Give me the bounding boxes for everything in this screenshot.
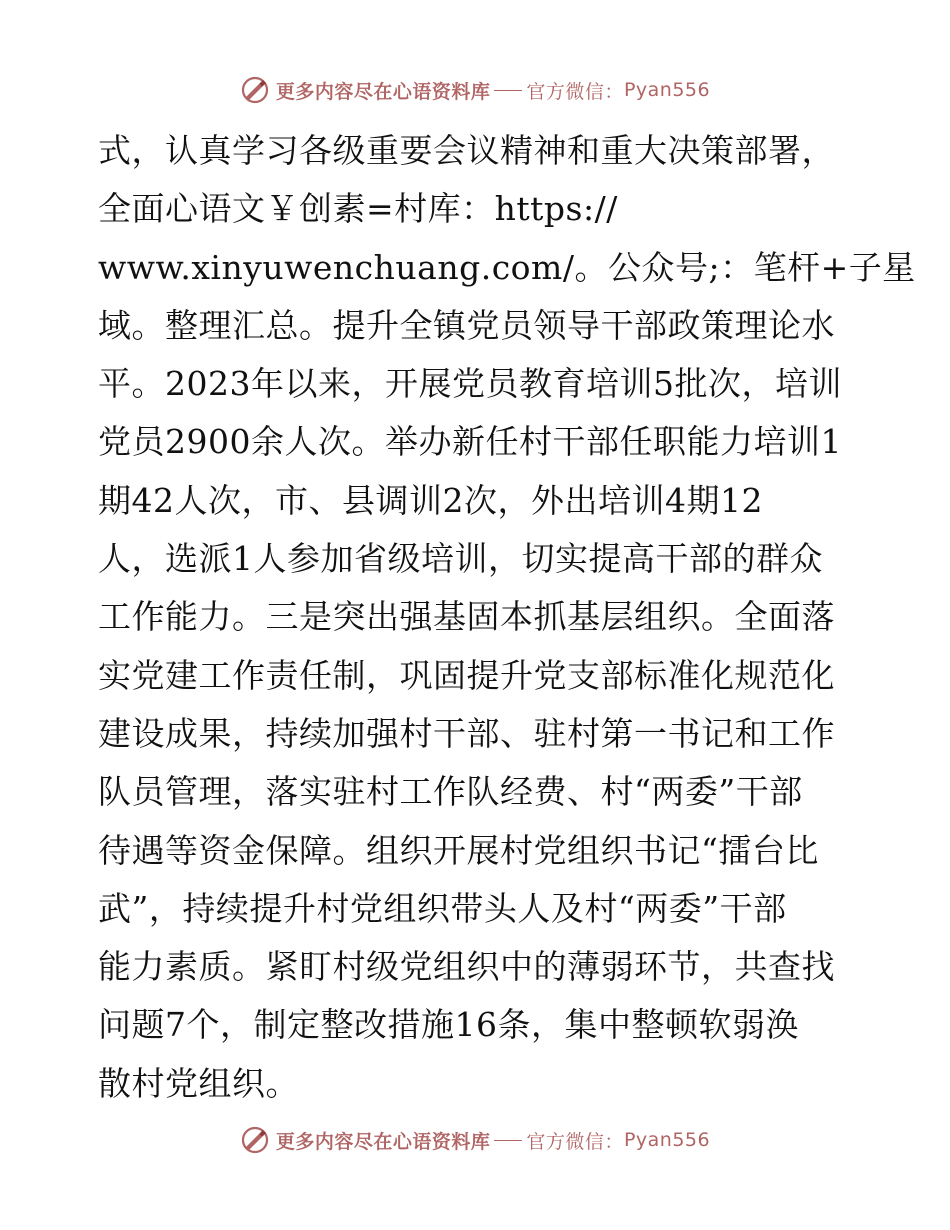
watermark-wechat-label: 官方微信：	[526, 80, 624, 103]
text-line: 期42人次，市、县调训2次，外出培训4期12	[98, 480, 763, 520]
watermark-separator	[494, 90, 522, 91]
text-line: 能力素质。紧盯村级党组织中的薄弱环节，共查找	[98, 947, 835, 987]
watermark-wechat-label: 官方微信：	[526, 1130, 624, 1153]
text-line: www.xinyuwenchuang.com/。公众号;：笔杆+子星	[98, 247, 916, 287]
text-line: 工作能力。三是突出强基固本抓基层组织。全面落	[98, 597, 835, 637]
watermark-brand: 更多内容尽在心语资料库	[275, 80, 491, 103]
text-line: 全面心语文￥创素=村库：https://	[98, 189, 618, 229]
document-body	[98, 122, 916, 1113]
pen-nib-logo-icon	[240, 75, 270, 105]
text-line: 建设成果，持续加强村干部、驻村第一书记和工作	[98, 713, 835, 753]
footer-watermark	[0, 1120, 950, 1160]
text-line: 域。整理汇总。提升全镇党员领导干部政策理论水	[98, 305, 835, 345]
text-line: 散村党组织。	[98, 1063, 299, 1103]
text-line: 党员2900余人次。举办新任村干部任职能力培训1	[98, 422, 842, 462]
watermark-wechat-id: Pyan556	[623, 79, 711, 101]
watermark-separator	[494, 1140, 522, 1141]
text-line: 平。2023年以来，开展党员教育培训5批次，培训	[98, 364, 842, 404]
watermark-wechat-id: Pyan556	[623, 1129, 711, 1151]
text-line: 实党建工作责任制，巩固提升党支部标准化规范化	[98, 655, 835, 695]
watermark-brand: 更多内容尽在心语资料库	[275, 1130, 491, 1153]
text-line: 问题7个，制定整改措施16条，集中整顿软弱涣	[98, 1005, 799, 1045]
text-line: 待遇等资金保障。组织开展村党组织书记“擂台比	[98, 830, 819, 870]
text-line: 队员管理，落实驻村工作队经费、村“两委”干部	[98, 772, 803, 812]
header-watermark	[0, 70, 950, 110]
text-line: 武”，持续提升村党组织带头人及村“两委”干部	[98, 888, 787, 928]
pen-nib-logo-icon	[240, 1125, 270, 1155]
text-line: 人，选派1人参加省级培训，切实提高干部的群众	[98, 539, 823, 579]
text-line: 式，认真学习各级重要会议精神和重大决策部署，	[98, 131, 835, 170]
